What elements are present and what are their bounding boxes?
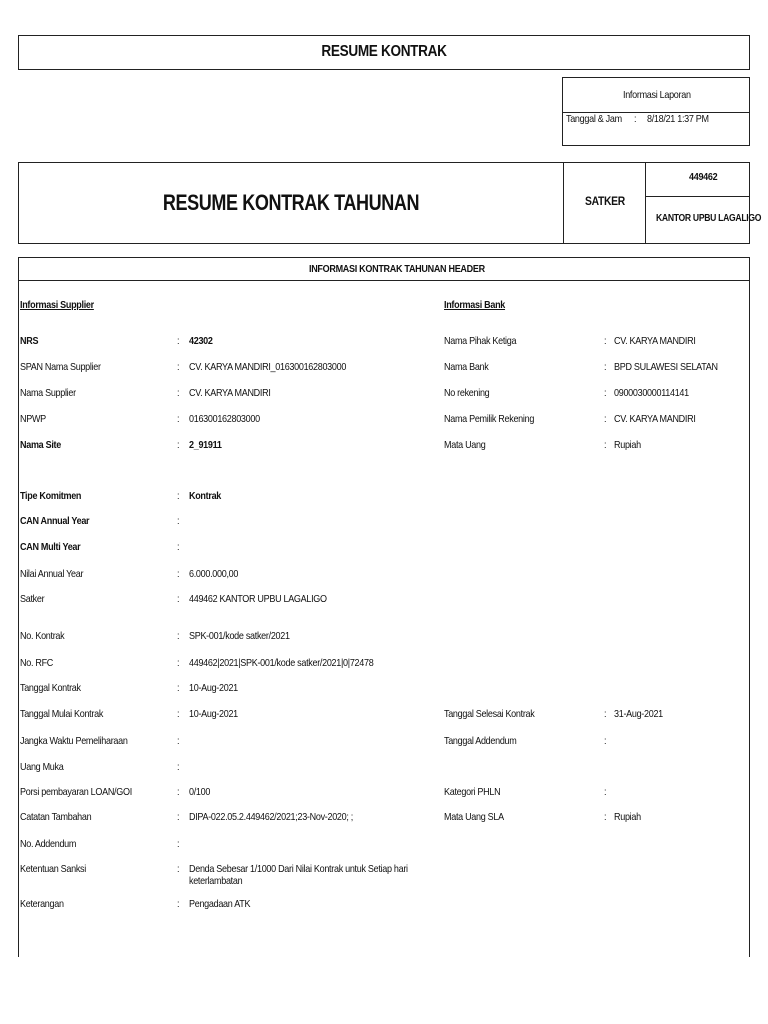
commitment-row-4-label: Satker (20, 593, 45, 605)
bank-row-0-colon: : (604, 335, 607, 347)
contract-row-2-label: Tanggal Kontrak (20, 682, 81, 694)
contract-row-9-label: Ketentuan Sanksi (20, 863, 86, 875)
page-title: RESUME KONTRAK (321, 43, 447, 60)
contract-row-10-value: Pengadaan ATK (189, 898, 251, 910)
report-date-colon: : (634, 113, 637, 125)
contract-row-5-label: Uang Muka (20, 761, 64, 773)
annual-title: RESUME KONTRAK TAHUNAN (162, 190, 420, 215)
bank-row-2-value: 0900030000114141 (614, 387, 689, 399)
supplier-row-4-colon: : (177, 439, 180, 451)
contract-row-4-colon: : (177, 735, 180, 747)
contract-row-1-label: No. RFC (20, 657, 54, 669)
contract-right-row-1-label: Tanggal Addendum (444, 735, 517, 747)
contract-right-row-1-colon: : (604, 735, 607, 747)
bank-row-1-label: Nama Bank (444, 361, 489, 373)
contract-row-6-colon: : (177, 786, 180, 798)
contract-right-row-0-colon: : (604, 708, 607, 720)
commitment-row-3-label: Nilai Annual Year (20, 568, 84, 580)
supplier-row-3-colon: : (177, 413, 180, 425)
contract-row-1-colon: : (177, 657, 180, 669)
bank-heading: Informasi Bank (444, 299, 506, 311)
contract-row-10-label: Keterangan (20, 898, 64, 910)
bank-row-4-label: Mata Uang (444, 439, 486, 451)
contract-right-row-0-value: 31-Aug-2021 (614, 708, 663, 720)
satker-code: 449462 (689, 171, 718, 183)
report-info-box (562, 77, 750, 146)
header-bar-title: INFORMASI KONTRAK TAHUNAN HEADER (309, 263, 485, 275)
contract-row-10-colon: : (177, 898, 180, 910)
contract-row-0-value: SPK-001/kode satker/2021 (189, 630, 290, 642)
supplier-row-4-value: 2_91911 (189, 439, 222, 451)
contract-row-1-value: 449462|2021|SPK-001/kode satker/2021|0|72478 (189, 657, 374, 669)
commitment-row-2-colon: : (177, 541, 180, 553)
report-info-heading: Informasi Laporan (623, 89, 691, 101)
commitment-row-0-value: Kontrak (189, 490, 222, 502)
bank-row-1-value: BPD SULAWESI SELATAN (614, 361, 718, 373)
supplier-row-0-colon: : (177, 335, 180, 347)
commitment-row-0-label: Tipe Komitmen (20, 490, 82, 502)
supplier-row-0-label: NRS (20, 335, 39, 347)
contract-right-row-3-label: Mata Uang SLA (444, 811, 504, 823)
contract-right-row-2-colon: : (604, 786, 607, 798)
supplier-heading: Informasi Supplier (20, 299, 94, 311)
annual-title-box (18, 162, 762, 244)
supplier-row-2-label: Nama Supplier (20, 387, 76, 399)
commitment-row-4-colon: : (177, 593, 180, 605)
contract-row-8-colon: : (177, 838, 180, 850)
contract-row-4-label: Jangka Waktu Pemeliharaan (20, 735, 128, 747)
contract-right-row-0-label: Tanggal Selesai Kontrak (444, 708, 535, 720)
supplier-row-3-value: 016300162803000 (189, 413, 260, 425)
commitment-row-2-label: CAN Multi Year (20, 541, 81, 553)
contract-row-9-value: Denda Sebesar 1/1000 Dari Nilai Kontrak untuk Setiap hari (189, 863, 408, 875)
contract-row-7-colon: : (177, 811, 180, 823)
commitment-row-3-value: 6.000.000,00 (189, 568, 239, 580)
title-box (18, 35, 750, 70)
contract-row-2-colon: : (177, 682, 180, 694)
report-date-value: 8/18/21 1:37 PM (647, 113, 709, 125)
commitment-row-1-colon: : (177, 515, 180, 527)
annual-divider-3 (645, 196, 749, 197)
contract-right-row-3-colon: : (604, 811, 607, 823)
contract-row-6-value: 0/100 (189, 786, 211, 798)
contract-row-0-colon: : (177, 630, 180, 642)
supplier-row-1-value: CV. KARYA MANDIRI_016300162803000 (189, 361, 347, 373)
bank-row-0-value: CV. KARYA MANDIRI (614, 335, 696, 347)
supplier-row-2-colon: : (177, 387, 180, 399)
satker-label: SATKER (585, 194, 625, 208)
bank-row-1-colon: : (604, 361, 607, 373)
contract-row-8-label: No. Addendum (20, 838, 77, 850)
supplier-row-1-colon: : (177, 361, 180, 373)
bank-row-4-colon: : (604, 439, 607, 451)
contract-row-7-value: DIPA-022.05.2.449462/2021;23-Nov-2020; ; (189, 811, 354, 823)
annual-divider-1 (563, 163, 564, 243)
contract-right-row-2-label: Kategori PHLN (444, 786, 501, 798)
contract-row-9-colon: : (177, 863, 180, 875)
contract-row-7-label: Catatan Tambahan (20, 811, 92, 823)
contract-row-9-value-line2: keterlambatan (189, 875, 243, 887)
contract-row-0-label: No. Kontrak (20, 630, 65, 642)
commitment-row-3-colon: : (177, 568, 180, 580)
report-date-label: Tanggal & Jam (566, 113, 622, 125)
commitment-row-1-label: CAN Annual Year (20, 515, 90, 527)
commitment-row-0-colon: : (177, 490, 180, 502)
bank-row-3-colon: : (604, 413, 607, 425)
bank-row-4-value: Rupiah (614, 439, 641, 451)
supplier-row-1-label: SPAN Nama Supplier (20, 361, 101, 373)
contract-right-row-3-value: Rupiah (614, 811, 641, 823)
bank-row-3-value: CV. KARYA MANDIRI (614, 413, 696, 425)
bank-row-2-colon: : (604, 387, 607, 399)
supplier-row-3-label: NPWP (20, 413, 46, 425)
header-bar-divider (19, 280, 749, 281)
contract-row-5-colon: : (177, 761, 180, 773)
annual-divider-2 (645, 163, 646, 243)
commitment-row-4-value: 449462 KANTOR UPBU LAGALIGO (189, 593, 327, 605)
supplier-row-2-value: CV. KARYA MANDIRI (189, 387, 271, 399)
supplier-row-0-value: 42302 (189, 335, 213, 347)
bank-row-0-label: Nama Pihak Ketiga (444, 335, 517, 347)
satker-name: KANTOR UPBU LAGALIGO (656, 213, 762, 224)
contract-row-3-label: Tanggal Mulai Kontrak (20, 708, 104, 720)
contract-row-6-label: Porsi pembayaran LOAN/GOI (20, 786, 132, 798)
contract-row-3-colon: : (177, 708, 180, 720)
bank-row-2-label: No rekening (444, 387, 490, 399)
contract-row-2-value: 10-Aug-2021 (189, 682, 238, 694)
supplier-row-4-label: Nama Site (20, 439, 61, 451)
bank-row-3-label: Nama Pemilik Rekening (444, 413, 535, 425)
contract-row-3-value: 10-Aug-2021 (189, 708, 238, 720)
